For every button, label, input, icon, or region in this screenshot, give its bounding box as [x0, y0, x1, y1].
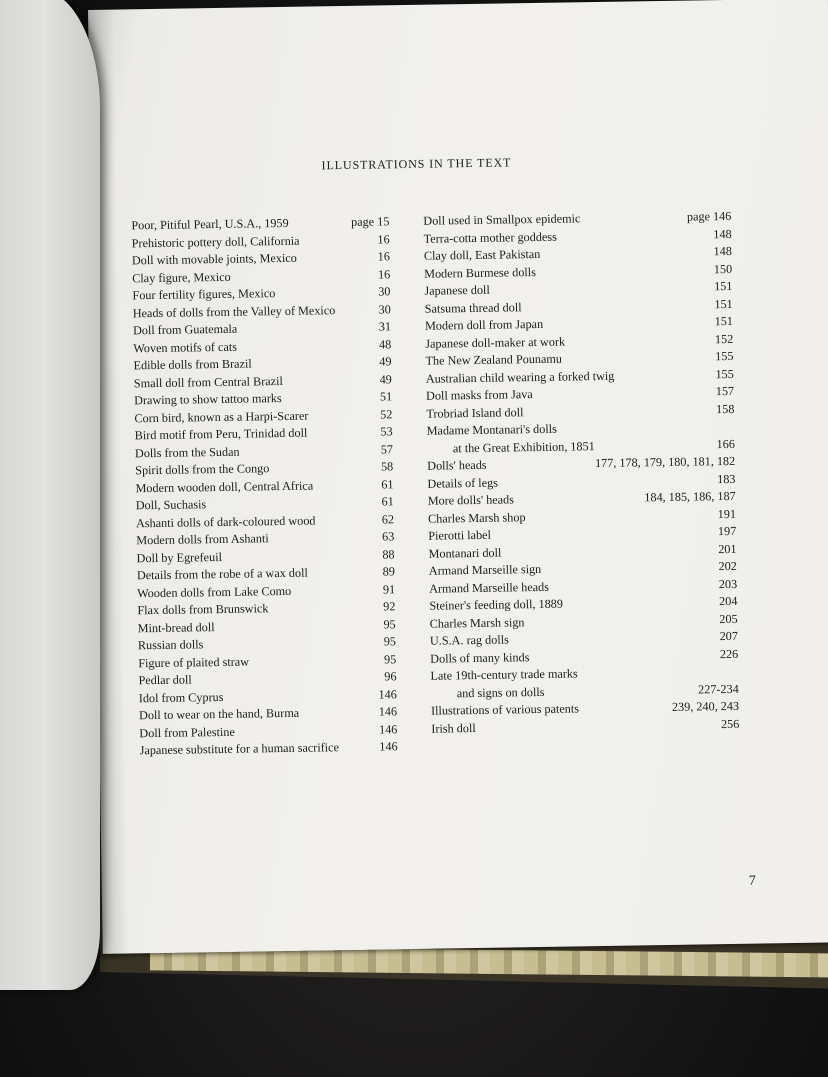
page-reference: 91 — [382, 581, 396, 596]
illustration-title: Trobriad Island doll — [426, 404, 524, 421]
illustration-title: Drawing to show tattoo marks — [134, 391, 282, 408]
illustration-title: Australian child wearing a forked twig — [425, 368, 615, 386]
illustration-title: Charles Marsh shop — [427, 509, 526, 526]
page-reference: 58 — [380, 459, 394, 474]
illustration-title: Ashanti dolls of dark-coloured wood — [135, 512, 316, 530]
page-reference: 158 — [715, 401, 735, 416]
illustration-title: Doll from Palestine — [139, 724, 235, 740]
page-reference: 191 — [717, 506, 737, 521]
illustrations-list-left — [131, 213, 398, 759]
illustration-title: Armand Marseille heads — [429, 579, 550, 596]
page-reference: 151 — [714, 296, 733, 311]
page-reference: 146 — [378, 686, 397, 702]
illustrations-list-right — [423, 208, 739, 738]
illustration-title: and signs on dolls — [456, 684, 545, 700]
illustration-title: Dolls' heads — [427, 457, 487, 473]
illustration-title: at the Great Exhibition, 1851 — [452, 438, 595, 455]
illustration-title: Charles Marsh sign — [429, 614, 525, 631]
page-reference: 61 — [381, 476, 394, 491]
list-item — [431, 715, 739, 737]
page-reference: 155 — [715, 348, 734, 364]
illustration-title: Doll from Guatemala — [132, 321, 238, 338]
page-reference: page 15 — [351, 214, 390, 229]
page-reference: 95 — [383, 651, 397, 666]
page-reference: 227-234 — [698, 681, 739, 696]
illustration-title: Pierotti label — [428, 527, 492, 543]
illustration-title: Edible dolls from Brazil — [133, 356, 252, 373]
page-reference: 166 — [716, 436, 735, 451]
illustration-title: Pedlar doll — [138, 672, 192, 688]
book-page — [88, 0, 828, 954]
page-reference: 157 — [715, 383, 735, 399]
page-reference: 201 — [718, 541, 737, 556]
page-reference: 16 — [377, 266, 391, 281]
page-reference: 95 — [383, 634, 397, 649]
page-reference: 92 — [383, 599, 396, 614]
page-reference: 226 — [719, 646, 739, 661]
illustration-title: Modern Burmese dolls — [424, 264, 536, 281]
page-reference: 146 — [378, 721, 398, 737]
page-reference: 148 — [713, 226, 732, 241]
illustration-title: Terra-cotta mother goddess — [423, 229, 557, 246]
illustration-title: Modern wooden doll, Central Africa — [135, 478, 314, 495]
illustration-title: Japanese doll-maker at work — [425, 334, 566, 351]
illustration-title: More dolls' heads — [427, 492, 514, 508]
illustration-title: Doll masks from Java — [425, 387, 533, 403]
page-reference: 146 — [378, 704, 398, 719]
list-item — [139, 738, 398, 759]
page-reference: 30 — [378, 301, 391, 316]
page-reference: 96 — [384, 669, 397, 684]
page-reference: 207 — [719, 628, 739, 644]
page-reference: 31 — [378, 319, 392, 334]
illustration-title: Four fertility figures, Mexico — [132, 286, 276, 303]
illustration-title: Madame Montanari's dolls — [426, 421, 557, 438]
illustration-title: Illustrations of various patents — [430, 701, 580, 718]
illustration-title: Late 19th-century trade marks — [430, 666, 578, 683]
illustration-title: The New Zealand Pounamu — [425, 351, 563, 368]
page-reference: 256 — [720, 716, 740, 731]
page-reference: 51 — [379, 389, 393, 404]
page-reference: 95 — [383, 616, 396, 631]
page-reference: 62 — [381, 511, 395, 526]
illustration-title: Clay doll, East Pakistan — [423, 246, 541, 263]
page-reference: 184, 185, 186, 187 — [644, 488, 736, 505]
illustration-title: Bird motif from Peru, Trinidad doll — [134, 425, 308, 443]
illustration-title: Doll, Suchasis — [135, 497, 207, 513]
illustration-title: Clay figure, Mexico — [132, 269, 231, 285]
page-reference: 155 — [715, 366, 734, 381]
illustration-title: Steiner's feeding doll, 1889 — [429, 596, 564, 613]
illustration-title: Montanari doll — [428, 545, 502, 561]
illustration-title: Spirit dolls from the Congo — [135, 461, 270, 478]
illustration-title: Doll used in Smallpox epidemic — [423, 211, 581, 228]
page-reference: 16 — [377, 249, 391, 264]
illustration-title: Japanese substitute for a human sacrifice — [139, 740, 340, 758]
page-reference: 52 — [380, 406, 393, 421]
page-reference: 48 — [378, 336, 392, 351]
page-number: 7 — [748, 873, 756, 889]
illustration-title: Dolls from the Sudan — [134, 444, 240, 460]
illustration-title: Modern dolls from Ashanti — [136, 531, 269, 548]
page-reference: 57 — [380, 441, 394, 456]
page-reference: 148 — [713, 243, 732, 259]
illustration-title: Doll to wear on the hand, Burma — [138, 705, 300, 723]
illustration-title: Doll with movable joints, Mexico — [131, 250, 297, 268]
page-reference: 150 — [713, 261, 733, 276]
illustration-title: Idol from Cyprus — [138, 689, 224, 705]
page-reference: 49 — [379, 354, 392, 369]
page-reference: 239, 240, 243 — [671, 698, 740, 714]
illustration-title: Details of legs — [427, 475, 498, 491]
illustration-title: Details from the robe of a wax doll — [136, 565, 308, 583]
illustration-title: Figure of plaited straw — [138, 654, 250, 670]
page-reference: page 146 — [686, 208, 732, 224]
illustration-title: Mint-bread doll — [137, 619, 215, 635]
illustration-title: Wooden dolls from Lake Como — [137, 583, 292, 600]
illustration-title: Satsuma thread doll — [424, 299, 522, 316]
page-reference: 177, 178, 179, 180, 181, 182 — [594, 453, 736, 471]
page-reference: 88 — [382, 546, 395, 561]
illustration-title: Japanese doll — [424, 282, 490, 298]
page-reference: 151 — [714, 313, 734, 329]
facing-page-edge — [0, 0, 100, 990]
illustration-title: Dolls of many kinds — [430, 649, 530, 666]
page-reference: 49 — [379, 371, 392, 386]
illustration-title: U.S.A. rag dolls — [429, 632, 509, 648]
page-reference: 203 — [718, 576, 738, 591]
page-reference: 146 — [379, 739, 398, 754]
page-reference: 205 — [719, 611, 738, 626]
page-reference: 61 — [381, 494, 394, 509]
page-reference: 16 — [377, 231, 390, 246]
illustration-title: Woven motifs of cats — [133, 339, 238, 355]
page-heading: ILLUSTRATIONS IN THE TEXT — [321, 155, 512, 173]
illustration-title: Flax dolls from Brunswick — [137, 601, 269, 618]
page-reference: 204 — [718, 593, 738, 609]
illustration-title: Armand Marseille sign — [428, 561, 542, 578]
illustration-title: Heads of dolls from the Valley of Mexico — [132, 302, 336, 320]
illustration-title: Modern doll from Japan — [424, 316, 544, 333]
illustration-title: Doll by Egrefeuil — [136, 549, 223, 565]
page-reference: 89 — [382, 564, 395, 579]
illustration-title: Irish doll — [431, 720, 476, 736]
page-reference: 152 — [714, 331, 734, 346]
illustration-title: Corn bird, known as a Harpi-Scarer — [134, 408, 309, 425]
illustration-title: Russian dolls — [137, 637, 204, 653]
page-reference: 63 — [382, 529, 395, 544]
page-reference: 151 — [714, 278, 733, 294]
illustration-title: Prehistoric pottery doll, California — [131, 233, 300, 250]
page-reference: 183 — [717, 471, 736, 486]
page-reference: 53 — [380, 424, 393, 439]
page-reference: 30 — [378, 284, 391, 299]
illustration-title: Poor, Pitiful Pearl, U.S.A., 1959 — [131, 215, 289, 233]
page-reference: 202 — [718, 558, 737, 574]
illustration-title: Small doll from Central Brazil — [133, 373, 283, 390]
page-reference: 197 — [717, 523, 737, 539]
